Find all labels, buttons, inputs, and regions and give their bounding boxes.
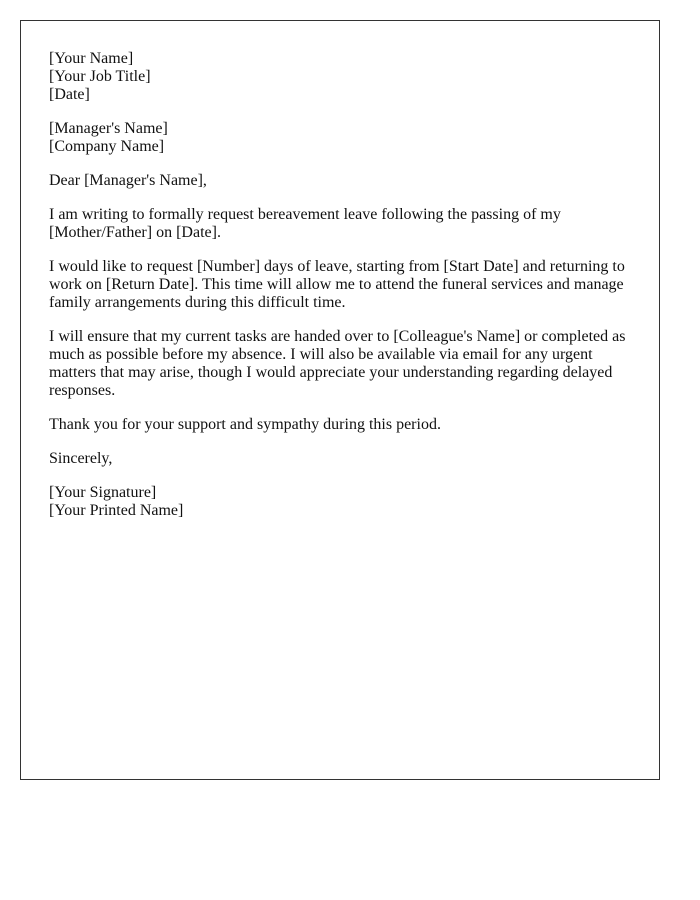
sender-job-title: [Your Job Title] <box>49 68 151 85</box>
body-paragraph-2: I would like to request [Number] days of leave, starting from [Start Date] and returning to work on [Return Date]. This time will allow me to attend the funeral services and manage family arrangements during this difficult time. <box>49 258 625 311</box>
closing: Sincerely, <box>49 450 113 467</box>
sender-block <box>49 50 631 104</box>
recipient-company: [Company Name] <box>49 138 165 155</box>
letter-date: [Date] <box>49 86 90 103</box>
sender-name: [Your Name] <box>49 50 134 67</box>
salutation: Dear [Manager's Name], <box>49 172 207 189</box>
recipient-block <box>49 120 631 156</box>
body-paragraph-1: I am writing to formally request bereavement leave following the passing of my [Mother/Father] on [Date]. <box>49 206 561 241</box>
signature-block <box>49 484 631 520</box>
signature: [Your Signature] <box>49 484 157 501</box>
recipient-name: [Manager's Name] <box>49 120 168 137</box>
body-paragraph-4: Thank you for your support and sympathy during this period. <box>49 416 441 433</box>
printed-name: [Your Printed Name] <box>49 502 184 519</box>
body-paragraph-3: I will ensure that my current tasks are handed over to [Colleague's Name] or completed as much as possible before my absence. I will also be available via email for any urgent matters that may arise, though I would appreciate your understanding regarding delayed responses. <box>49 328 626 399</box>
letter-page <box>20 20 660 780</box>
